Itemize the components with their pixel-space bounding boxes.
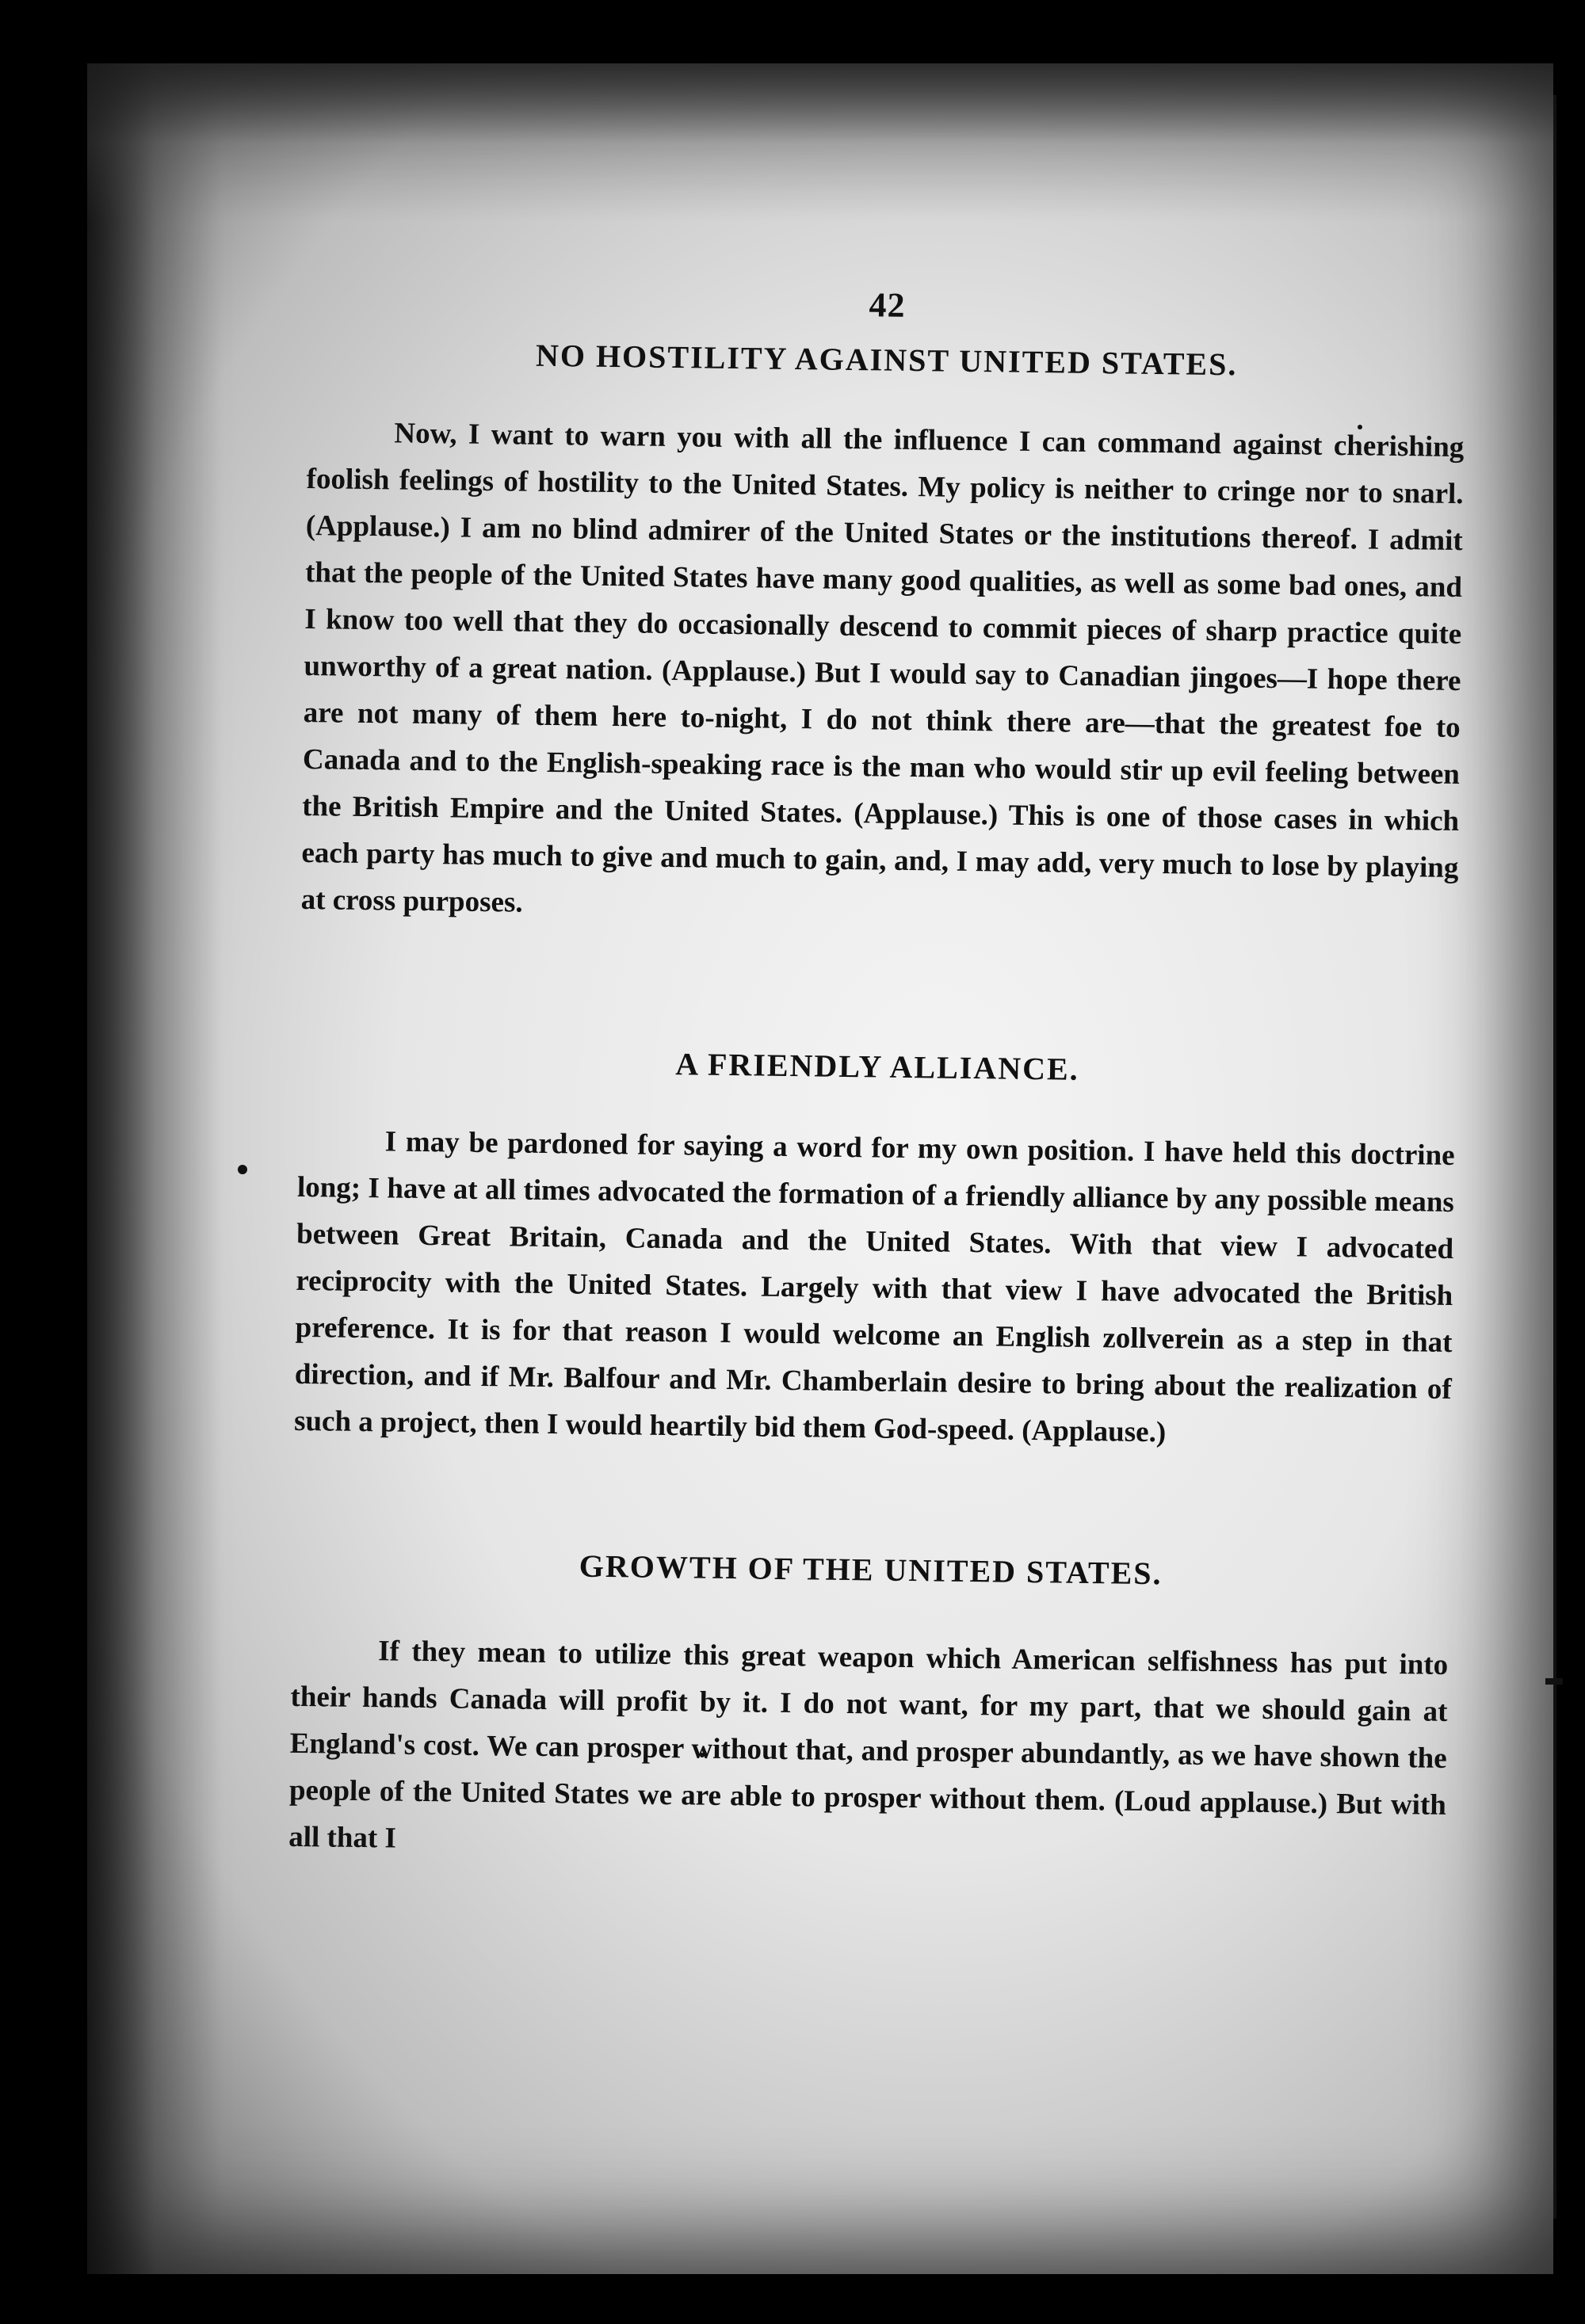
page-content [288, 277, 1466, 1876]
section-heading: A FRIENDLY ALLIANCE. [675, 1046, 1079, 1087]
section-paragraph: I may be pardoned for saying a word for my own position. I have held this doctrine long; I have at all times advocated the formation of a friendly alliance by any possible means between Great Britain, Canada and the United States. With that view I advocated reciprocity with the United States. Largely with that view I have advocated the British preference. It is for that reason I would welcome an English zollverein as a step in that direction, and if Mr. Balfour and Mr. Chamberlain desire to bring about the realization of such a project, then I would heartily bid them God-speed. (Applause.) [293, 1125, 1455, 1449]
section-heading: NO HOSTILITY AGAINST UNITED STATES. [535, 337, 1238, 383]
section-no-hostility [300, 334, 1465, 938]
page-edge-rule [1553, 95, 1556, 2219]
section-friendly-alliance [294, 1040, 1457, 1460]
page-edge-tick [1545, 1678, 1563, 1685]
section-heading: GROWTH OF THE UNITED STATES. [579, 1547, 1163, 1592]
section-paragraph: If they mean to utilize this great weapon which American selfishness has put into their hands Canada will profit by it. I do not want, for my part, that we should gain at England's cost. We can prosper without that, and prosper abundantly, as we have shown the people of the United States we are able to prosper without them. (Loud applause.) But with all that I [288, 1635, 1449, 1855]
section-growth-united-states [288, 1544, 1449, 1876]
page-number: 42 [869, 285, 906, 325]
section-paragraph: Now, I want to warn you with all the influence I can command against cherishing foolish feelings of hostility to the United States. My policy is neither to cringe nor to snarl. (Applause.) I am no blind admirer of the United States or the institutions thereof. I admit that the people of the United States have many good qualities, as well as some bad ones, and I know too well that they do occasionally descend to commit pieces of sharp practice quite unworthy of a great nation. (Applause.) But I would say to Canadian jingoes—I hope there are not many of them here to-night, I do not think there are—that the greatest foe to Canada and to the English-speaking race is the man who would stir up evil feeling between the British Empire and the United States. (Applause.) This is one of those cases in which each party has much to give and much to gain, and, I may add, very much to lose by playing at cross purposes. [300, 417, 1465, 919]
ink-speck [238, 1165, 247, 1174]
